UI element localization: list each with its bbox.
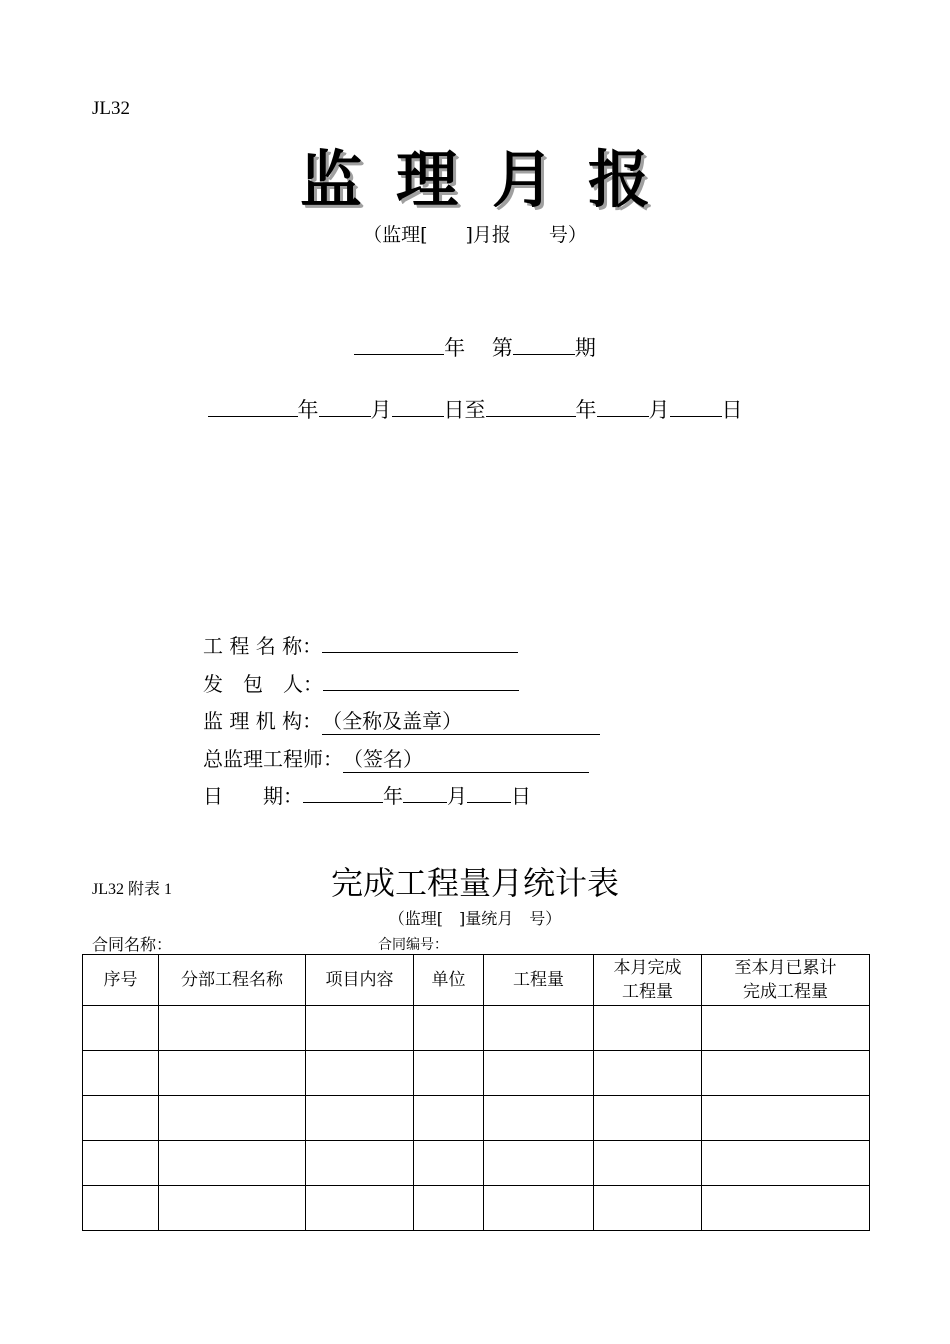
table-cell[interactable] <box>414 1096 484 1141</box>
table-cell[interactable] <box>702 1051 870 1096</box>
table-cell[interactable] <box>306 1006 414 1051</box>
table-header-row <box>83 955 870 1006</box>
table-row <box>83 1006 870 1051</box>
start-month-label: 月 <box>370 398 392 422</box>
table-row <box>83 1141 870 1186</box>
table-title: 完成工程量月统计表 <box>330 864 619 902</box>
contract-name-label: 合同名称： <box>92 935 173 954</box>
start-day-blank[interactable] <box>392 415 444 417</box>
form-code: JL32 <box>92 98 130 119</box>
employer-input[interactable] <box>323 690 519 691</box>
period-line <box>0 332 950 362</box>
appendix-code: JL32 附表 1 <box>92 881 173 898</box>
year-label: 年 <box>444 336 466 360</box>
table-cell[interactable] <box>159 1096 306 1141</box>
table-cell[interactable] <box>159 1006 306 1051</box>
table-number: （监理[ ]量统月 号） <box>388 909 562 928</box>
table-cell[interactable] <box>594 1141 702 1186</box>
table-cell[interactable] <box>83 1186 159 1231</box>
table-cell[interactable] <box>414 1051 484 1096</box>
table-cell[interactable] <box>484 1141 594 1186</box>
column-header: 序号 <box>83 955 159 1006</box>
date-day-blank[interactable] <box>467 801 511 803</box>
date-year-label: 年 <box>383 784 403 808</box>
table-cell[interactable] <box>702 1096 870 1141</box>
table-cell[interactable] <box>702 1141 870 1186</box>
table-cell[interactable] <box>594 1006 702 1051</box>
employer-field <box>203 668 519 697</box>
table-cell[interactable] <box>414 1006 484 1051</box>
chief-engineer-field <box>203 743 589 773</box>
contract-number-label: 合同编号： <box>378 937 448 953</box>
table-row <box>83 1186 870 1231</box>
project-name-input[interactable] <box>322 652 518 653</box>
end-year-blank[interactable] <box>486 415 576 417</box>
table-cell[interactable] <box>306 1141 414 1186</box>
table-cell[interactable] <box>484 1186 594 1231</box>
table-cell[interactable] <box>484 1006 594 1051</box>
field-label: 工 程 名 称： <box>203 634 323 658</box>
table-cell[interactable] <box>159 1051 306 1096</box>
report-title: 监理月报 <box>299 143 684 216</box>
chief-engineer-input[interactable]: （签名） <box>343 743 589 773</box>
date-month-label: 月 <box>447 784 467 808</box>
end-month-label: 月 <box>648 398 670 422</box>
table-cell[interactable] <box>159 1186 306 1231</box>
table-cell[interactable] <box>594 1096 702 1141</box>
table-cell[interactable] <box>702 1186 870 1231</box>
date-day-label: 日 <box>511 784 531 808</box>
table-cell[interactable] <box>83 1051 159 1096</box>
field-label: 总监理工程师： <box>203 747 343 771</box>
table-cell[interactable] <box>306 1096 414 1141</box>
supervision-org-input[interactable]: （全称及盖章） <box>322 705 600 735</box>
table-cell[interactable] <box>414 1141 484 1186</box>
table-row <box>83 1096 870 1141</box>
column-header: 分部工程名称 <box>159 955 306 1006</box>
table-cell[interactable] <box>83 1096 159 1141</box>
table-cell[interactable] <box>83 1006 159 1051</box>
table-row <box>83 1051 870 1096</box>
project-name-field <box>203 630 518 659</box>
table-cell[interactable] <box>594 1186 702 1231</box>
table-cell[interactable] <box>702 1006 870 1051</box>
end-day-blank[interactable] <box>670 415 722 417</box>
table-cell[interactable] <box>159 1141 306 1186</box>
column-header: 项目内容 <box>306 955 414 1006</box>
date-month-blank[interactable] <box>403 801 447 803</box>
report-number: （监理[ ]月报 号） <box>363 224 587 246</box>
table-cell[interactable] <box>484 1096 594 1141</box>
field-label: 日 期： <box>203 784 303 808</box>
column-header: 至本月已累计 完成工程量 <box>702 955 870 1006</box>
end-month-blank[interactable] <box>597 415 649 417</box>
end-day-label: 日 <box>721 398 743 422</box>
field-label: 发 包 人： <box>203 672 323 696</box>
supervision-org-field <box>203 705 600 735</box>
column-header: 本月完成 工程量 <box>594 955 702 1006</box>
start-month-blank[interactable] <box>319 415 371 417</box>
start-year-blank[interactable] <box>208 415 298 417</box>
table-cell[interactable] <box>306 1051 414 1096</box>
year-blank[interactable] <box>354 353 444 355</box>
column-header: 单位 <box>414 955 484 1006</box>
issue-blank[interactable] <box>513 353 575 355</box>
end-year-label: 年 <box>575 398 597 422</box>
date-field <box>203 780 531 809</box>
table-cell[interactable] <box>83 1141 159 1186</box>
date-range-line <box>0 394 950 424</box>
issue-prefix: 第 <box>491 336 513 360</box>
issue-suffix: 期 <box>574 336 596 360</box>
table-cell[interactable] <box>414 1186 484 1231</box>
table-cell[interactable] <box>484 1051 594 1096</box>
column-header: 工程量 <box>484 955 594 1006</box>
table-cell[interactable] <box>306 1186 414 1231</box>
start-year-label: 年 <box>297 398 319 422</box>
field-label: 监 理 机 构： <box>203 709 323 733</box>
start-day-label: 日至 <box>443 398 486 422</box>
table-cell[interactable] <box>594 1051 702 1096</box>
quantity-table <box>82 954 870 1231</box>
date-year-blank[interactable] <box>303 801 383 803</box>
